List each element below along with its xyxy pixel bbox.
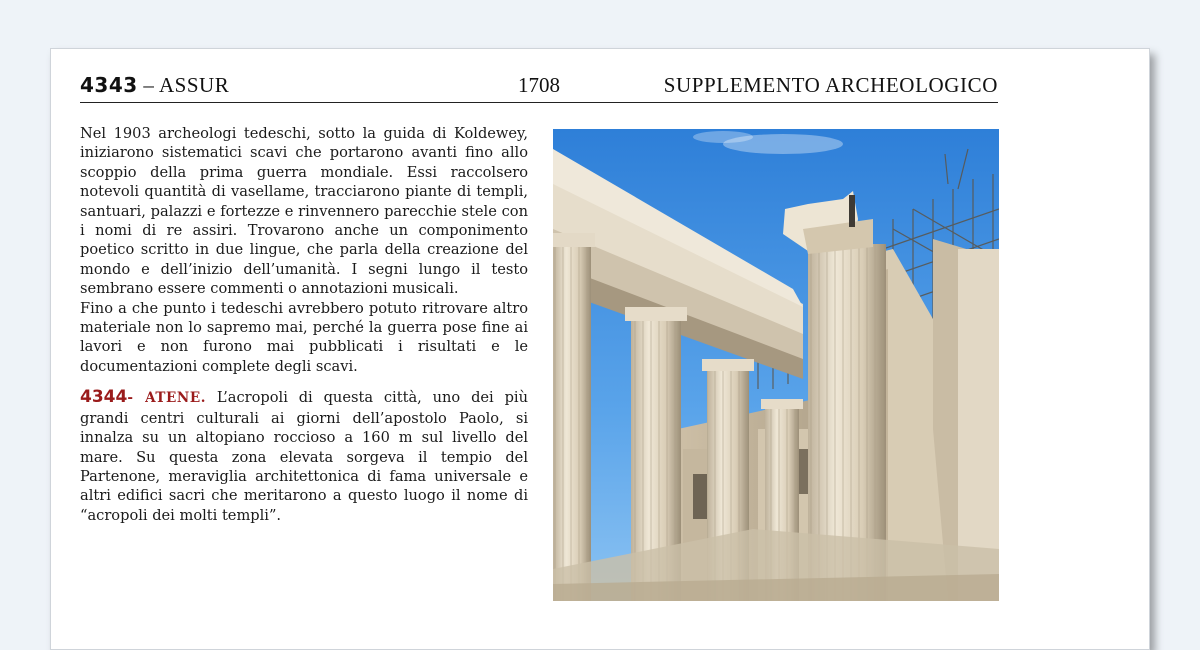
section-title: SUPPLEMENTO ARCHEOLOGICO: [663, 73, 998, 97]
entry-title: ASSUR: [159, 73, 230, 97]
entry-4344-number: 4344: [80, 387, 128, 408]
page-header: [80, 72, 998, 103]
acropolis-photo-illustration: [553, 129, 999, 601]
paragraph-assur-1: Nel 1903 archeologi tedeschi, sotto la guida di Koldewey, iniziarono sistematici scavi che portarono avanti fino allo scoppio della prima guerra mondiale. Essi raccolsero notevoli quantità di vasellame, tracciarono piante di templi, santuari, palazzi e fortezze e rinvennero parecchie stele con i nomi di re assiri. Trovarono anche un componimento poetico scritto in due lingue, che parla della creazione del mondo e dell’inizio dell’umanità. I segni lungo il testo sembrano essere commenti o annotazioni musicali.: [80, 125, 528, 298]
paragraph-assur-2: Fino a che punto i tedeschi avrebbero potuto ritrovare altro materiale non lo sapremo mai, perché la guerra pose fine ai lavori e non furono mai pubblicati i risultati e le documentazioni complete degli scavi.: [80, 299, 528, 375]
entry-4344-text: L’acropoli di questa città, uno dei più grandi centri culturali ai giorni dell’apostolo Paolo, si innalza su un altopiano roccioso a 160 m sul livello del mare. Su questa zona elevata sorgeva il tempio del Partenone, meraviglia architettonica di fama universale e altri edifici sacri che meritarono a questo luogo il nome di “acropoli dei molti templi”.: [80, 389, 528, 524]
entry-number: 4343: [80, 73, 138, 97]
entry-4344-separator: -: [127, 390, 146, 407]
body-text: [80, 124, 528, 525]
entry-atene: [80, 388, 528, 525]
entry-separator: –: [137, 73, 160, 97]
page-number: 1708: [518, 73, 560, 97]
acropolis-photo: [553, 129, 999, 601]
entry-4344-title: ATENE.: [145, 390, 207, 407]
running-head-left: [80, 73, 229, 98]
